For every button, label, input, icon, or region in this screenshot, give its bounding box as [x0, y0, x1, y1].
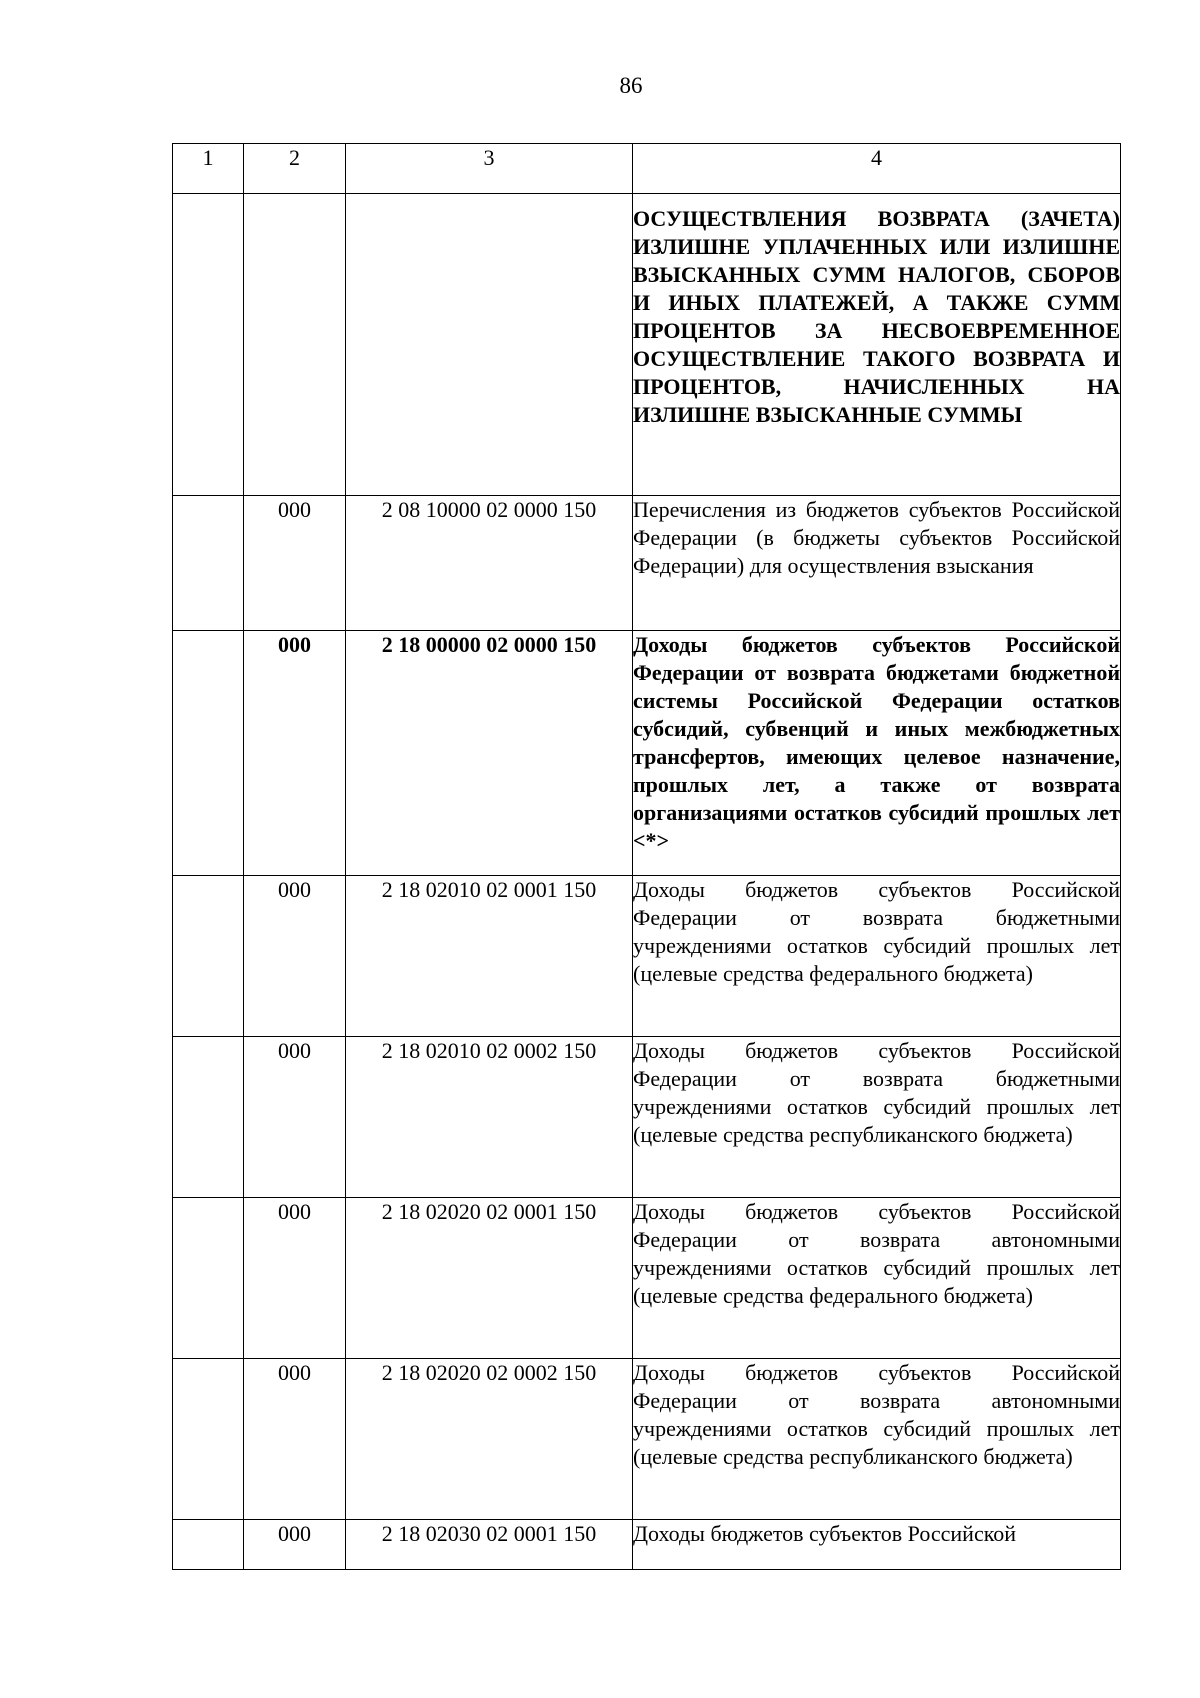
description-cell: Перечисления из бюджетов субъектов Российской Федерации (в бюджеты субъектов Российской Федерации) для осуществления взыскания	[633, 496, 1121, 631]
table-row	[173, 1198, 1121, 1359]
budget-code-cell: 2 18 02020 02 0002 150	[346, 1359, 633, 1520]
admin-code-cell: 000	[244, 1520, 346, 1570]
row-cell-col1	[173, 1359, 244, 1520]
row-cell-col1	[173, 194, 244, 496]
row-cell-col1	[173, 496, 244, 631]
budget-code-cell: 2 08 10000 02 0000 150	[346, 496, 633, 631]
budget-code-cell	[346, 194, 633, 496]
budget-code-cell: 2 18 00000 02 0000 150	[346, 631, 633, 876]
budget-code-cell: 2 18 02030 02 0001 150	[346, 1520, 633, 1570]
admin-code-cell: 000	[244, 1037, 346, 1198]
budget-classification-table	[172, 143, 1121, 1570]
description-cell: ОСУЩЕСТВЛЕНИЯ ВОЗВРАТА (ЗАЧЕТА) ИЗЛИШНЕ УПЛАЧЕННЫХ ИЛИ ИЗЛИШНЕ ВЗЫСКАННЫХ СУММ НАЛОГОВ, СБОРОВ И ИНЫХ ПЛАТЕЖЕЙ, А ТАКЖЕ СУММ ПРОЦЕНТОВ ЗА НЕСВОЕВРЕМЕННОЕ ОСУЩЕСТВЛЕНИЕ ТАКОГО ВОЗВРАТА И ПРОЦЕНТОВ, НАЧИСЛЕННЫХ НА ИЗЛИШНЕ ВЗЫСКАННЫЕ СУММЫ	[633, 194, 1121, 496]
table-row	[173, 194, 1121, 496]
row-cell-col1	[173, 1037, 244, 1198]
table-row	[173, 496, 1121, 631]
row-cell-col1	[173, 631, 244, 876]
description-cell: Доходы бюджетов субъектов Российской Федерации от возврата автономными учреждениями остатков субсидий прошлых лет (целевые средства федерального бюджета)	[633, 1198, 1121, 1359]
table-row	[173, 1359, 1121, 1520]
admin-code-cell: 000	[244, 1359, 346, 1520]
page-number: 86	[619, 73, 643, 98]
table-row	[173, 876, 1121, 1037]
admin-code-cell	[244, 194, 346, 496]
description-cell: Доходы бюджетов субъектов Российской	[633, 1520, 1121, 1570]
admin-code-cell: 000	[244, 876, 346, 1037]
header-cell-3: 3	[346, 144, 633, 194]
table-header-row	[173, 144, 1121, 194]
row-cell-col1	[173, 1520, 244, 1570]
table-row	[173, 631, 1121, 876]
budget-code-cell: 2 18 02020 02 0001 150	[346, 1198, 633, 1359]
header-cell-4: 4	[633, 144, 1121, 194]
description-cell: Доходы бюджетов субъектов Российской Федерации от возврата бюджетами бюджетной системы Российской Федерации остатков субсидий, субвенций и иных межбюджетных трансфертов, имеющих целевое назначение, прошлых лет, а также от возврата организациями остатков субсидий прошлых лет <*>	[633, 631, 1121, 876]
admin-code-cell: 000	[244, 1198, 346, 1359]
description-cell: Доходы бюджетов субъектов Российской Федерации от возврата бюджетными учреждениями остатков субсидий прошлых лет (целевые средства республиканского бюджета)	[633, 1037, 1121, 1198]
row-cell-col1	[173, 876, 244, 1037]
row-cell-col1	[173, 1198, 244, 1359]
admin-code-cell: 000	[244, 631, 346, 876]
table-row	[173, 1520, 1121, 1570]
budget-code-cell: 2 18 02010 02 0001 150	[346, 876, 633, 1037]
table-row	[173, 1037, 1121, 1198]
header-cell-1: 1	[173, 144, 244, 194]
description-cell: Доходы бюджетов субъектов Российской Федерации от возврата бюджетными учреждениями остатков субсидий прошлых лет (целевые средства федерального бюджета)	[633, 876, 1121, 1037]
budget-code-cell: 2 18 02010 02 0002 150	[346, 1037, 633, 1198]
description-cell: Доходы бюджетов субъектов Российской Федерации от возврата автономными учреждениями остатков субсидий прошлых лет (целевые средства республиканского бюджета)	[633, 1359, 1121, 1520]
header-cell-2: 2	[244, 144, 346, 194]
admin-code-cell: 000	[244, 496, 346, 631]
